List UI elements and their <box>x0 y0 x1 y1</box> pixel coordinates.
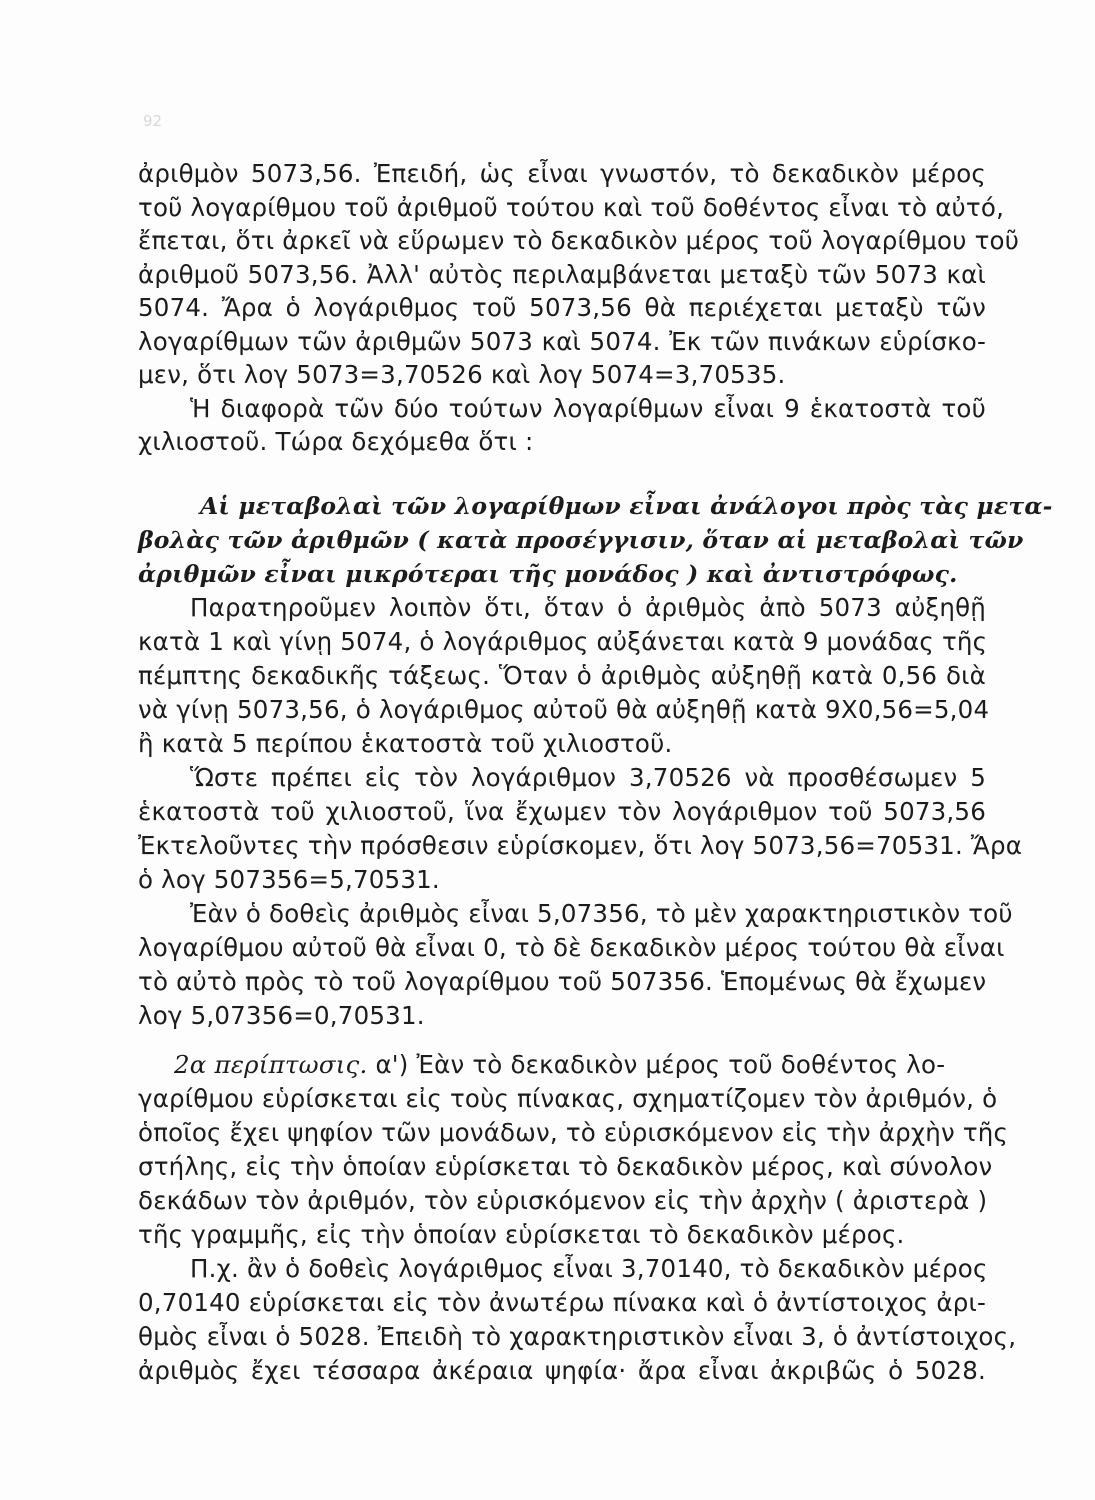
text-line: νὰ γίνῃ 5073,56, ὁ λογάριθμος αὐτοῦ θὰ αὐξηθῇ κατὰ 9X0,56=5,04 <box>138 695 990 724</box>
text-line: 5074. Ἄρα ὁ λογάριθμος τοῦ 5073,56 θὰ περιέχεται μεταξὺ τῶν <box>138 293 986 322</box>
text-line: στήλης, εἰς τὴν ὁποίαν εὑρίσκεται τὸ δεκαδικὸν μέρος, καὶ σύνολον <box>138 1152 993 1181</box>
text-line: γαρίθμου εὑρίσκεται εἰς τοὺς πίνακας, σχηματίζομεν τὸν ἀριθμόν, ὁ <box>138 1084 998 1113</box>
text-line: τῆς γραμμῆς, εἰς τὴν ὁποίαν εὑρίσκεται τὸ δεκαδικὸν μέρος. <box>138 1220 905 1249</box>
text-line: Ἡ διαφορὰ τῶν δύο τούτων λογαρίθμων εἶναι 9 ἑκατοστὰ τοῦ <box>190 393 986 423</box>
text-line: λογ 5,07356=0,70531. <box>138 1001 425 1030</box>
text-line: πέμπτης δεκαδικῆς τάξεως. Ὅταν ὁ ἀριθμὸς αὐξηθῇ κατὰ 0,56 διὰ <box>138 661 986 690</box>
text-line: λογαρίθμου αὐτοῦ θὰ εἶναι 0, τὸ δὲ δεκαδικὸν μέρος τούτου θὰ εἶναι <box>138 933 1005 962</box>
text-line: Ὥστε πρέπει εἰς τὸν λογάριθμον 3,70526 νὰ προσθέσωμεν 5 <box>190 763 986 792</box>
text-line: μεν, ὅτι λογ 5073=3,70526 καὶ λογ 5074=3,70535. <box>138 360 786 389</box>
text-line: Π.χ. ἂν ὁ δοθεὶς λογάριθμος εἶναι 3,70140, τὸ δεκαδικὸν μέρος <box>190 1254 988 1283</box>
text-line: Παρατηροῦμεν λοιπὸν ὅτι, ὅταν ὁ ἀριθμὸς ἀπὸ 5073 αὐξηθῇ <box>190 593 986 622</box>
text-line: ἢ κατὰ 5 περίπου ἑκατοστὰ τοῦ χιλιοστοῦ. <box>138 729 673 758</box>
rule-statement-line: ἀριθμῶν εἶναι μικρότεραι τῆς μονάδος ) καὶ ἀντιστρόφως. <box>138 560 958 588</box>
text-line: ἀριθμοῦ 5073,56. Ἀλλ' αὐτὸς περιλαμβάνεται μεταξὺ τῶν 5073 καὶ <box>138 259 986 289</box>
text-line: ἔπεται, ὅτι ἀρκεῖ νὰ εὕρωμεν τὸ δεκαδικὸν μέρος τοῦ λογαρίθμου τοῦ <box>138 226 1020 255</box>
text-line: λογαρίθμων τῶν ἀριθμῶν 5073 καὶ 5074. Ἐκ τῶν πινάκων εὑρίσκο- <box>138 326 986 356</box>
text-line: ἀριθμὸς ἔχει τέσσαρα ἀκέραια ψηφία· ἄρα εἶναι ἀκριβῶς ὁ 5028. <box>138 1356 986 1385</box>
text-line: χιλιοστοῦ. Τώρα δεχόμεθα ὅτι : <box>138 427 534 456</box>
rule-statement-line: Αἱ μεταβολαὶ τῶν λογαρίθμων εἶναι ἀνάλογοι πρὸς τὰς μετα- <box>200 492 1053 520</box>
case-heading-text: α') Ἐὰν τὸ δεκαδικὸν μέρος τοῦ δοθέντος λο- <box>375 1050 946 1079</box>
text-line: τοῦ λογαρίθμου τοῦ ἀριθμοῦ τούτου καὶ τοῦ δοθέντος εἶναι τὸ αὐτό, <box>138 192 1005 222</box>
text-line: ἑκατοστὰ τοῦ χιλιοστοῦ, ἵνα ἔχωμεν τὸν λογάριθμον τοῦ 5073,56 <box>138 797 986 826</box>
rule-statement-line: βολὰς τῶν ἀριθμῶν ( κατὰ προσέγγισιν, ὅταν αἱ μεταβολαὶ τῶν <box>138 526 1024 554</box>
text-line: κατὰ 1 καὶ γίνῃ 5074, ὁ λογάριθμος αὐξάνεται κατὰ 9 μονάδας τῆς <box>138 627 988 656</box>
text-line: τὸ αὐτὸ πρὸς τὸ τοῦ λογαρίθμου τοῦ 507356. Ἑπομένως θὰ ἔχωμεν <box>138 967 987 996</box>
text-line: 0,70140 εὑρίσκεται εἰς τὸν ἀνωτέρω πίνακα καὶ ὁ ἀντίστοιχος ἀρι- <box>138 1288 986 1317</box>
case-paragraph-first-line <box>174 1046 986 1084</box>
text-line: Ἐὰν ὁ δοθεὶς ἀριθμὸς εἶναι 5,07356, τὸ μὲν χαρακτηριστικὸν τοῦ <box>190 899 1013 928</box>
page-number: 92 <box>143 112 163 130</box>
text-line: Ἐκτελοῦντες τὴν πρόσθεσιν εὑρίσκομεν, ὅτι λογ 5073,56=70531. Ἄρα <box>138 831 1023 860</box>
text-line: ὁ λογ 507356=5,70531. <box>138 865 440 894</box>
text-line: ὁποῖος ἔχει ψηφίον τῶν μονάδων, τὸ εὑρισκόμενον εἰς τὴν ἀρχὴν τῆς <box>138 1118 1009 1147</box>
case-heading: 2α περίπτωσις. <box>174 1050 368 1079</box>
text-line: θμὸς εἶναι ὁ 5028. Ἐπειδὴ τὸ χαρακτηριστικὸν εἶναι 3, ὁ ἀντίστοιχος, <box>138 1322 1017 1351</box>
text-line: ἀριθμὸν 5073,56. Ἐπειδή, ὡς εἶναι γνωστόν, τὸ δεκαδικὸν μέρος <box>138 159 986 188</box>
text-line: δεκάδων τὸν ἀριθμόν, τὸν εὑρισκόμενον εἰς τὴν ἀρχὴν ( ἀριστερὰ ) <box>138 1186 988 1215</box>
